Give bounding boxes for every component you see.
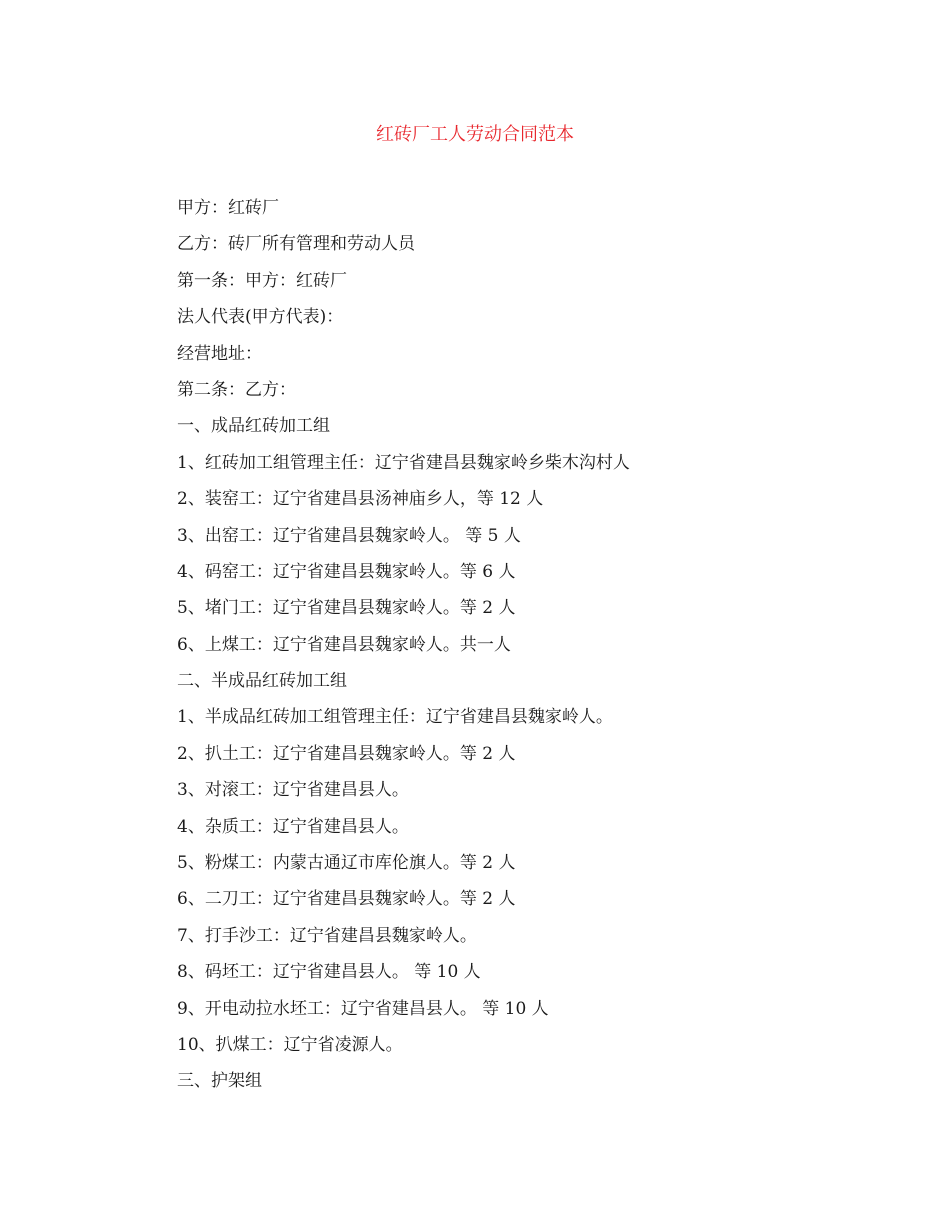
document-line: 2、扒土工：辽宁省建昌县魏家岭人。等 2 人: [177, 743, 516, 764]
document-line: 6、二刀工：辽宁省建昌县魏家岭人。等 2 人: [177, 889, 516, 910]
document-line: 三、护架组: [177, 1071, 262, 1092]
document-line: 4、杂质工：辽宁省建昌县人。: [177, 816, 409, 837]
document-line: 6、上煤工：辽宁省建昌县魏家岭人。共一人: [177, 634, 511, 655]
document-line: 第二条：乙方：: [177, 379, 296, 400]
document-line: 1、半成品红砖加工组管理主任：辽宁省建昌县魏家岭人。: [177, 707, 613, 728]
document-line: 8、码坯工：辽宁省建昌县人。 等 10 人: [177, 962, 481, 983]
document-line: 9、开电动拉水坯工：辽宁省建昌县人。 等 10 人: [177, 998, 549, 1019]
document-line: 3、出窑工：辽宁省建昌县魏家岭人。 等 5 人: [177, 525, 521, 546]
document-line: 第一条：甲方：红砖厂: [177, 270, 347, 291]
document-line: 5、粉煤工：内蒙古通辽市库伦旗人。等 2 人: [177, 853, 516, 874]
document-line: 2、装窑工：辽宁省建昌县汤神庙乡人，等 12 人: [177, 489, 544, 510]
document-body: [177, 194, 630, 1104]
document-line: 10、扒煤工：辽宁省凌源人。: [177, 1034, 403, 1055]
document-title: 红砖厂工人劳动合同范本: [376, 124, 574, 145]
document-line: 经营地址：: [177, 343, 262, 364]
document-line: 4、码窑工：辽宁省建昌县魏家岭人。等 6 人: [177, 561, 516, 582]
document-line: 甲方：红砖厂: [177, 198, 279, 218]
document-line: 3、对滚工：辽宁省建昌县人。: [177, 780, 409, 801]
document-line: 二、半成品红砖加工组: [177, 671, 347, 692]
document-line: 一、成品红砖加工组: [177, 416, 330, 437]
document-line: 7、打手沙工：辽宁省建昌县魏家岭人。: [177, 925, 477, 946]
document-line: 法人代表(甲方代表)：: [177, 307, 344, 328]
document-line: 5、堵门工：辽宁省建昌县魏家岭人。等 2 人: [177, 598, 516, 619]
document-line: 乙方：砖厂所有管理和劳动人员: [177, 234, 415, 255]
document-line: 1、红砖加工组管理主任：辽宁省建昌县魏家岭乡柴木沟村人: [177, 452, 630, 473]
